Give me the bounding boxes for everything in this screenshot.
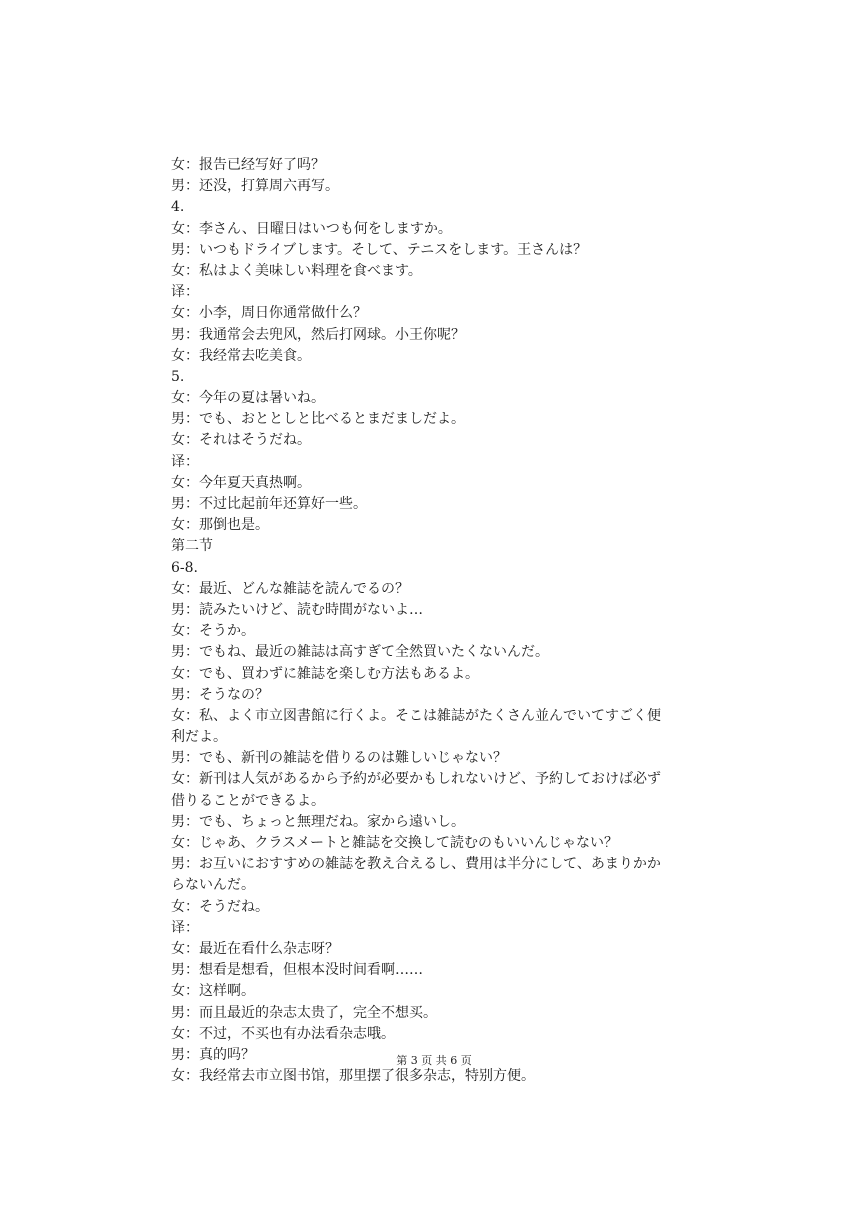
text-line: 女：じゃあ、クラスメートと雑誌を交換して読むのもいいんじゃない？ [171,835,619,851]
text-line: 女：それはそうだね。 [171,432,311,449]
text-line: 女：そうだね。 [171,898,269,915]
text-line: 译： [171,284,199,301]
text-line: 女：でも、買わずに雑誌を楽しむ方法もあるよ。 [171,665,479,682]
text-line: 女：私はよく美味しい料理を食べます。 [171,262,422,279]
text-line: 男：我通常会去兜风，然后打网球。小王你呢？ [171,326,465,343]
text-line: らないんだ。 [171,877,255,894]
text-line: 女：我经常去吃美食。 [171,347,311,364]
text-line: 译： [171,453,199,470]
text-line: 男：でもね、最近の雑誌は高すぎて全然買いたくないんだ。 [171,644,549,661]
text-line: 女：新刊は人気があるから予約が必要かもしれないけど、予約しておけば必ず [171,771,661,788]
text-line: 女：そうか。 [171,623,255,640]
text-line: 女：我经常去市立图书馆，那里摆了很多杂志，特别方便。 [171,1068,535,1085]
text-line: 借りることができるよ。 [171,792,325,809]
text-line: 女：这样啊。 [171,983,255,1000]
text-line: 女：那倒也是。 [171,517,269,534]
text-line: 男：还没，打算周六再写。 [171,178,339,195]
text-line: 男：いつもドライブします。そして、テニスをします。王さんは？ [171,241,588,258]
text-line: 男：真的吗？ [171,1046,255,1063]
text-line: 男：でも、新刊の雑誌を借りるのは難しいじゃない？ [171,750,507,767]
page-footer: 第 3 页 共 6 页 [396,1054,472,1067]
text-line: 男：而且最近的杂志太贵了，完全不想买。 [171,1004,437,1021]
text-line: 女：今年夏天真热啊。 [171,474,311,491]
text-line: 译： [171,919,199,936]
text-line: 女：私、よく市立図書館に行くよ。そこは雑誌がたくさん並んでいてすごく便 [171,707,661,724]
text-line: 4. [171,199,185,216]
text-line: 男：不过比起前年还算好一些。 [171,496,367,512]
text-line: 男：でも、おととしと比べるとまだましだよ。 [171,411,465,428]
text-line: 女：不过，不买也有办法看杂志哦。 [171,1025,395,1042]
text-line: 女：报告已经写好了吗？ [171,157,325,173]
text-line: 女：今年の夏は暑いね。 [171,390,325,407]
text-line: 女：小李，周日你通常做什么？ [171,305,367,322]
text-line: 女：最近、どんな雑誌を読んでるの？ [171,580,409,597]
text-line: 6-8. [171,559,198,576]
text-line: 女：李さん、日曜日はいつも何をしますか。 [171,220,452,237]
document-body [171,155,701,1087]
text-line: 男：そうなの？ [171,686,269,703]
text-line: 男：想看是想看，但根本没时间看啊…… [171,962,423,979]
text-line: 利だよ。 [171,729,227,746]
text-line: 女：最近在看什么杂志呀？ [171,940,339,957]
text-line: 男：お互いにおすすめの雑誌を教え合えるし、費用は半分にして、あまりかか [171,856,661,873]
text-line: 5. [171,368,185,385]
text-line: 第二节 [171,538,213,555]
text-line: 男：でも、ちょっと無理だね。家から遠いし。 [171,813,465,830]
text-line: 男：読みたいけど、読む時間がないよ… [171,601,423,618]
